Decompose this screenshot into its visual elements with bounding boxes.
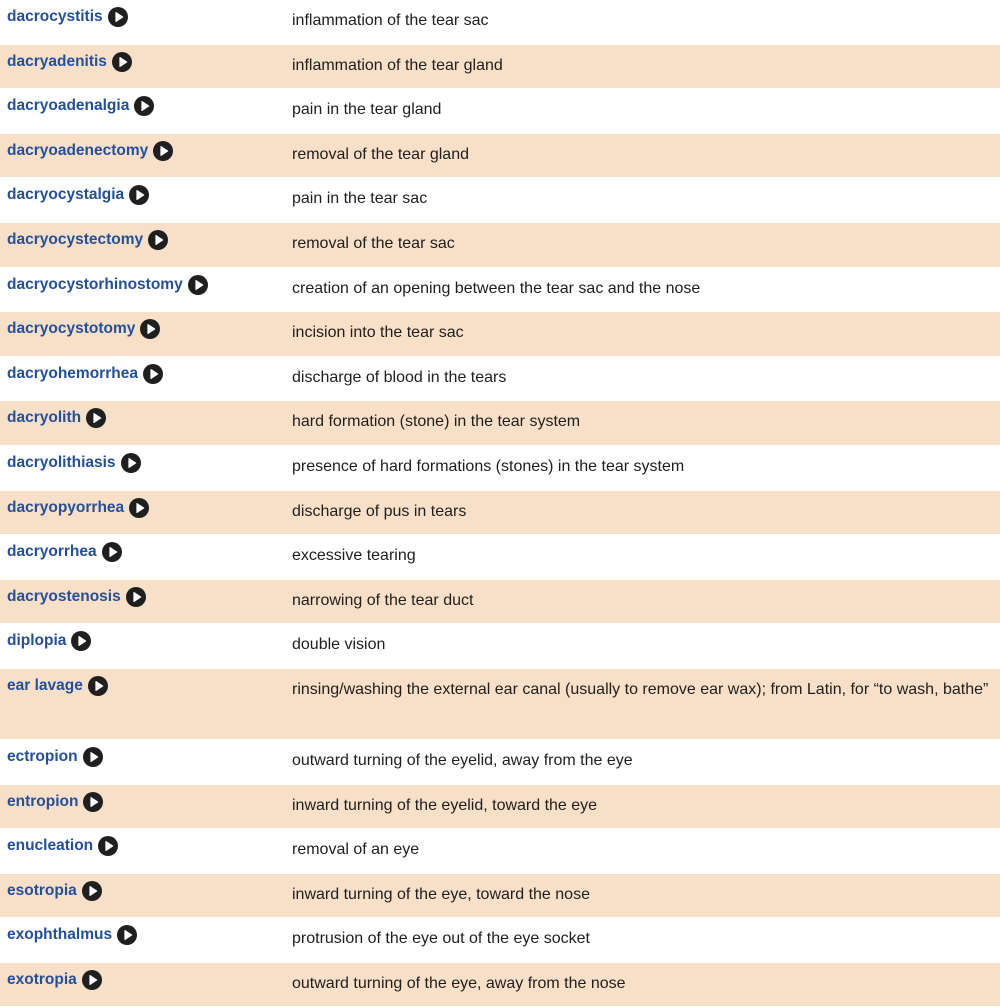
term-wrap	[7, 925, 137, 945]
play-icon	[121, 453, 141, 473]
glossary-row	[0, 133, 1000, 178]
term-link[interactable]: ectropion	[7, 747, 78, 765]
definition-cell	[282, 178, 1000, 223]
play-icon	[108, 7, 128, 27]
term-wrap	[7, 364, 163, 384]
definition-text: double vision	[292, 636, 386, 654]
term-wrap	[7, 836, 118, 856]
term-link[interactable]: dacryocystotomy	[7, 320, 136, 338]
term-cell	[0, 624, 282, 669]
play-icon	[129, 498, 149, 518]
definition-text: outward turning of the eyelid, away from the eye	[292, 751, 633, 769]
term-cell	[0, 267, 282, 312]
play-pronunciation-button[interactable]	[148, 230, 168, 250]
glossary-row	[0, 490, 1000, 535]
term-cell	[0, 356, 282, 401]
term-wrap	[7, 7, 128, 27]
definition-text: inward turning of the eye, toward the nose	[292, 885, 590, 903]
play-pronunciation-button[interactable]	[129, 185, 149, 205]
glossary-row	[0, 579, 1000, 624]
play-icon	[83, 792, 103, 812]
play-pronunciation-button[interactable]	[153, 141, 173, 161]
play-pronunciation-button[interactable]	[121, 453, 141, 473]
definition-text: removal of an eye	[292, 841, 420, 859]
glossary-row	[0, 962, 1000, 1007]
term-cell	[0, 133, 282, 178]
term-cell	[0, 44, 282, 89]
glossary-row	[0, 44, 1000, 89]
play-icon	[134, 96, 154, 116]
term-link[interactable]: esotropia	[7, 881, 77, 899]
term-wrap	[7, 676, 108, 696]
term-link[interactable]: dacryadenitis	[7, 52, 107, 70]
glossary-row	[0, 222, 1000, 267]
term-wrap	[7, 275, 208, 295]
term-cell	[0, 0, 282, 44]
play-icon	[188, 275, 208, 295]
term-link[interactable]: dacryocystalgia	[7, 186, 125, 204]
definition-cell	[282, 918, 1000, 963]
definition-cell	[282, 829, 1000, 874]
term-link[interactable]: dacryorrhea	[7, 543, 97, 561]
definition-cell	[282, 44, 1000, 89]
glossary-row	[0, 178, 1000, 223]
play-icon	[98, 836, 118, 856]
glossary-row	[0, 401, 1000, 446]
play-icon	[143, 364, 163, 384]
play-pronunciation-button[interactable]	[83, 792, 103, 812]
term-wrap	[7, 408, 106, 428]
term-link[interactable]: exophthalmus	[7, 926, 113, 944]
play-pronunciation-button[interactable]	[117, 925, 137, 945]
term-cell	[0, 89, 282, 134]
glossary-row	[0, 267, 1000, 312]
definition-cell	[282, 222, 1000, 267]
term-cell	[0, 962, 282, 1007]
play-icon	[83, 747, 103, 767]
definition-text: narrowing of the tear duct	[292, 591, 474, 609]
play-pronunciation-button[interactable]	[112, 52, 132, 72]
term-wrap	[7, 792, 103, 812]
play-icon	[88, 676, 108, 696]
term-wrap	[7, 970, 102, 990]
definition-cell	[282, 89, 1000, 134]
term-link[interactable]: dacryolithiasis	[7, 453, 116, 471]
play-pronunciation-button[interactable]	[143, 364, 163, 384]
definition-text: excessive tearing	[292, 547, 416, 565]
definition-cell	[282, 962, 1000, 1007]
play-pronunciation-button[interactable]	[71, 631, 91, 651]
term-cell	[0, 829, 282, 874]
definition-text: hard formation (stone) in the tear system	[292, 413, 581, 431]
glossary-row	[0, 918, 1000, 963]
term-link[interactable]: dacryostenosis	[7, 587, 121, 605]
play-pronunciation-button[interactable]	[108, 7, 128, 27]
glossary-row	[0, 784, 1000, 829]
term-wrap	[7, 542, 122, 562]
term-wrap	[7, 230, 168, 250]
term-cell	[0, 918, 282, 963]
play-icon	[153, 141, 173, 161]
glossary-row	[0, 739, 1000, 784]
play-pronunciation-button[interactable]	[140, 319, 160, 339]
term-wrap	[7, 631, 91, 651]
term-wrap	[7, 319, 160, 339]
glossary-row	[0, 312, 1000, 357]
term-link[interactable]: dacryoadenectomy	[7, 141, 149, 159]
term-link[interactable]: dacryocystectomy	[7, 230, 144, 248]
definition-text: pain in the tear sac	[292, 190, 428, 208]
definition-text: rinsing/washing the external ear canal (usually to remove ear wax); from Latin, for “to wash, bathe”	[292, 680, 989, 698]
term-wrap	[7, 747, 103, 767]
definition-cell	[282, 668, 1000, 739]
definition-cell	[282, 267, 1000, 312]
play-pronunciation-button[interactable]	[126, 587, 146, 607]
term-wrap	[7, 141, 173, 161]
term-link[interactable]: dacryolith	[7, 409, 82, 427]
definition-text: discharge of blood in the tears	[292, 368, 507, 386]
term-cell	[0, 445, 282, 490]
term-cell	[0, 490, 282, 535]
definition-cell	[282, 445, 1000, 490]
term-link[interactable]: diplopia	[7, 632, 67, 650]
definition-text: inward turning of the eyelid, toward the eye	[292, 796, 598, 814]
definition-text: creation of an opening between the tear sac and the nose	[292, 279, 701, 297]
term-cell	[0, 784, 282, 829]
definition-text: protrusion of the eye out of the eye socket	[292, 930, 590, 948]
play-icon	[86, 408, 106, 428]
play-icon	[82, 881, 102, 901]
play-pronunciation-button[interactable]	[88, 676, 108, 696]
play-icon	[129, 185, 149, 205]
definition-cell	[282, 739, 1000, 784]
definition-text: inflammation of the tear gland	[292, 56, 503, 74]
definition-text: discharge of pus in tears	[292, 502, 467, 520]
term-wrap	[7, 453, 141, 473]
term-wrap	[7, 52, 132, 72]
definition-text: inflammation of the tear sac	[292, 12, 489, 29]
play-pronunciation-button[interactable]	[188, 275, 208, 295]
term-link[interactable]: enucleation	[7, 837, 94, 855]
play-icon	[148, 230, 168, 250]
definition-text: incision into the tear sac	[292, 324, 464, 342]
term-cell	[0, 873, 282, 918]
play-icon	[117, 925, 137, 945]
term-cell	[0, 668, 282, 739]
definition-text: removal of the tear gland	[292, 145, 469, 163]
definition-text: outward turning of the eye, away from the nose	[292, 974, 626, 992]
glossary-row	[0, 445, 1000, 490]
glossary-row	[0, 829, 1000, 874]
glossary-row	[0, 0, 1000, 44]
definition-cell	[282, 356, 1000, 401]
glossary-row	[0, 535, 1000, 580]
glossary-row	[0, 624, 1000, 669]
term-link[interactable]: dacryocystorhinostomy	[7, 275, 183, 293]
definition-cell	[282, 873, 1000, 918]
play-icon	[112, 52, 132, 72]
term-cell	[0, 579, 282, 624]
term-wrap	[7, 498, 149, 518]
play-pronunciation-button[interactable]	[83, 747, 103, 767]
play-icon	[140, 319, 160, 339]
term-cell	[0, 312, 282, 357]
term-cell	[0, 178, 282, 223]
play-icon	[102, 542, 122, 562]
term-wrap	[7, 587, 146, 607]
definition-cell	[282, 312, 1000, 357]
term-cell	[0, 739, 282, 784]
definition-cell	[282, 535, 1000, 580]
definition-cell	[282, 133, 1000, 178]
definition-cell	[282, 490, 1000, 535]
glossary-row	[0, 668, 1000, 739]
term-link[interactable]: dacryopyorrhea	[7, 498, 125, 516]
play-icon	[126, 587, 146, 607]
definition-text: presence of hard formations (stones) in the tear system	[292, 457, 685, 475]
play-pronunciation-button[interactable]	[98, 836, 118, 856]
play-pronunciation-button[interactable]	[102, 542, 122, 562]
definition-cell	[282, 0, 1000, 44]
play-pronunciation-button[interactable]	[134, 96, 154, 116]
term-wrap	[7, 881, 102, 901]
definition-text: removal of the tear sac	[292, 234, 455, 252]
definition-cell	[282, 784, 1000, 829]
play-icon	[82, 970, 102, 990]
definition-cell	[282, 579, 1000, 624]
term-cell	[0, 535, 282, 580]
definition-cell	[282, 401, 1000, 446]
definition-cell	[282, 624, 1000, 669]
term-wrap	[7, 185, 149, 205]
play-pronunciation-button[interactable]	[86, 408, 106, 428]
term-link[interactable]: ear lavage	[7, 676, 83, 694]
term-wrap	[7, 96, 154, 116]
term-link[interactable]: dacrocystitis	[7, 8, 103, 25]
play-pronunciation-button[interactable]	[82, 881, 102, 901]
glossary-row	[0, 89, 1000, 134]
term-cell	[0, 222, 282, 267]
glossary-row	[0, 873, 1000, 918]
play-pronunciation-button[interactable]	[82, 970, 102, 990]
term-link[interactable]: exotropia	[7, 970, 77, 988]
term-link[interactable]: entropion	[7, 792, 79, 810]
glossary-row	[0, 356, 1000, 401]
term-link[interactable]: dacryohemorrhea	[7, 364, 138, 382]
play-icon	[71, 631, 91, 651]
term-link[interactable]: dacryoadenalgia	[7, 97, 130, 115]
play-pronunciation-button[interactable]	[129, 498, 149, 518]
definition-text: pain in the tear gland	[292, 101, 442, 119]
term-cell	[0, 401, 282, 446]
